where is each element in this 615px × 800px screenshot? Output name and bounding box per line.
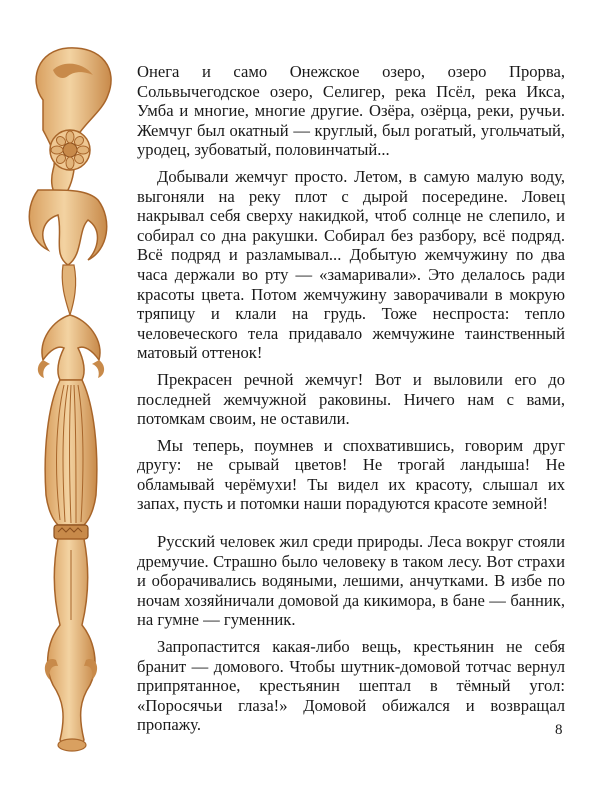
fluted-shaft-carving (45, 380, 97, 525)
lily-crown-carving (42, 315, 100, 380)
paragraph-6: Запропастится какая-либо вещь, крестьянин не себя бранит — домового. Чтобы шутник-домовой тотчас вернул припрятанное, крестьянин шептал в тёмный угол: «Поросячьи глаза!» Домовой обижался и возвращал пропажу. (137, 637, 565, 735)
carved-band (54, 525, 88, 539)
paragraph-3: Прекрасен речной жемчуг! Вот и выловили его до последней жемчужной раковины. Ничего нам с вами, потомкам своим, не оставили. (137, 369, 565, 429)
rosette-carving (50, 130, 90, 170)
leaf-scroll-carving (29, 190, 106, 265)
page-number: 8 (555, 722, 563, 738)
paragraph-1: Онега и само Онежское озеро, озеро Прорва, Сольвычегодское озеро, Селигер, река Псёл, река Икса, Умба и многие, многие другие. Озёра, озёрца, реки, ручьи. Жемчуг был окатный — круглый, был рогатый, угольчатый, уродец, зубоватый, половинчатый... (137, 62, 565, 160)
main-text-block (137, 62, 565, 742)
paragraph-4: Мы теперь, поумнев и спохватившись, говорим друг другу: не срывай цветов! Не трогай ландыша! Не обламывай черёмухи! Ты видел их красоту, слышал их запах, пусть и потомки наши порадуются красоте земной! (137, 435, 565, 514)
paragraph-5: Русский человек жил среди природы. Леса вокруг стояли дремучие. Страшно было человеку в таком лесу. Вот страхи и оборачивались водяными, лешими, анчутками. В избе по ночам хозяйничали домовой да кикимора, в бане — банник, на гумне — гуменник. (137, 532, 565, 630)
paragraph-2: Добывали жемчуг просто. Летом, в самую малую воду, выгоняли на реку плот с дырой посередине. Ловец накрывал себя сверху накидкой, чтоб солнце не слепило, и собирал со дна ракушки. Собирал без разбору, всё подряд. Всё подряд и разламывал... Добытую жемчужину по два часа держали во рту — «замаривали». Это делалось ради красоты цвета. Потом жемчужину заворачивали в мокрую тряпицу и клали на грудь. Тоже неспроста: тепло человеческого тела придавало жемчужине таинственный матовый оттенок! (137, 166, 565, 363)
carved-wooden-distaff-illustration (8, 40, 128, 765)
